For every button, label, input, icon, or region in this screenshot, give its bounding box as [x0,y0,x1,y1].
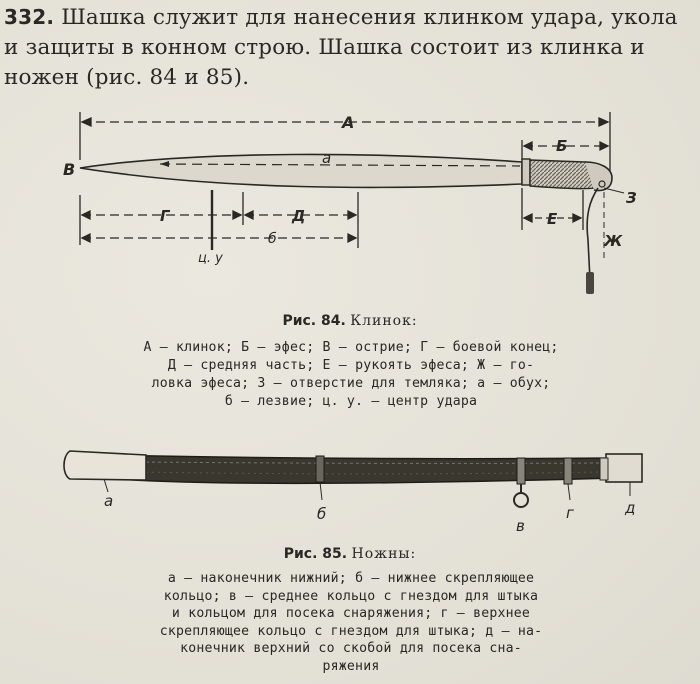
legend84-line: А — клинок; Б — эфес; В — острие; Г — боевой конец; [143,340,559,355]
label-spine-a: а [322,149,332,167]
legend84-line: б — лезвие; ц. у. — центр удара [224,394,478,409]
label-z: З [626,189,637,207]
label-g: Г [160,207,170,225]
label85-b: б [317,505,327,523]
figure-85-scabbard-diagram [64,451,642,535]
label85-a: а [104,492,114,510]
scabbard-upper-tip [606,454,642,482]
label85-d: д [625,499,636,517]
scabbard-middle-ring [517,458,525,484]
legend85-line: конечник верхний со скобой для посека сна- [180,641,522,656]
legend85-line: скрепляющее кольцо с гнездом для штыка; д — на- [159,623,543,639]
scabbard-lower-tip [64,451,146,480]
label-zh: Ж [604,232,623,250]
figure-84-caption [200,313,500,329]
paragraph-text: Шашка служит для нанесения клинком удара, укола и защиты в конном строю. Шашка состоит из клинка и ножен (рис. 84 и 85). [4,5,678,90]
figure-84-number: Рис. 84. [282,313,346,329]
legend84-line: Д — средняя часть; Е — рукоять эфеса; Ж — го- [167,358,535,373]
scabbard-lower-ring [316,456,324,482]
label-e: Е [547,210,558,228]
figure-84-legend [40,339,662,411]
figure-85-caption [200,546,500,562]
legend84-line: ловка эфеса; З — отверстие для темляка; а — обух; [151,376,551,391]
legend85-line: и кольцом для посека снаряжения; г — верхнее [171,606,531,621]
legend85-line: кольцо; в — среднее кольцо с гнездом для штыка [163,588,539,604]
figure-85-legend [40,570,662,675]
scabbard-middle-loop [514,493,528,507]
legend85-line: а — наконечник нижний; б — нижнее скрепляющее [167,571,535,586]
legend85-line: ряжения [322,658,380,674]
figure-84-title: Клинок: [350,313,418,329]
paragraph-number: 332. [4,5,55,29]
figure-85-title: Ножны: [351,546,417,562]
label-b: Б [556,137,568,155]
label-point-v: В [63,160,76,179]
lanyard-tassel [586,272,594,294]
figure-85-number: Рис. 85. [283,546,348,562]
blade [80,154,522,187]
label-a: А [342,113,355,132]
label85-g: г [566,504,574,522]
lanyard [587,188,598,280]
scabbard-body [100,455,615,483]
dimension-edge-b [82,234,356,242]
scabbard-upper-ring [564,458,572,484]
label85-v: в [516,517,525,535]
label-d: Д [292,207,306,225]
hilt-guard [522,159,530,185]
label-edge-b: б [268,231,277,247]
label-center-of-strike: ц. у [198,251,223,266]
